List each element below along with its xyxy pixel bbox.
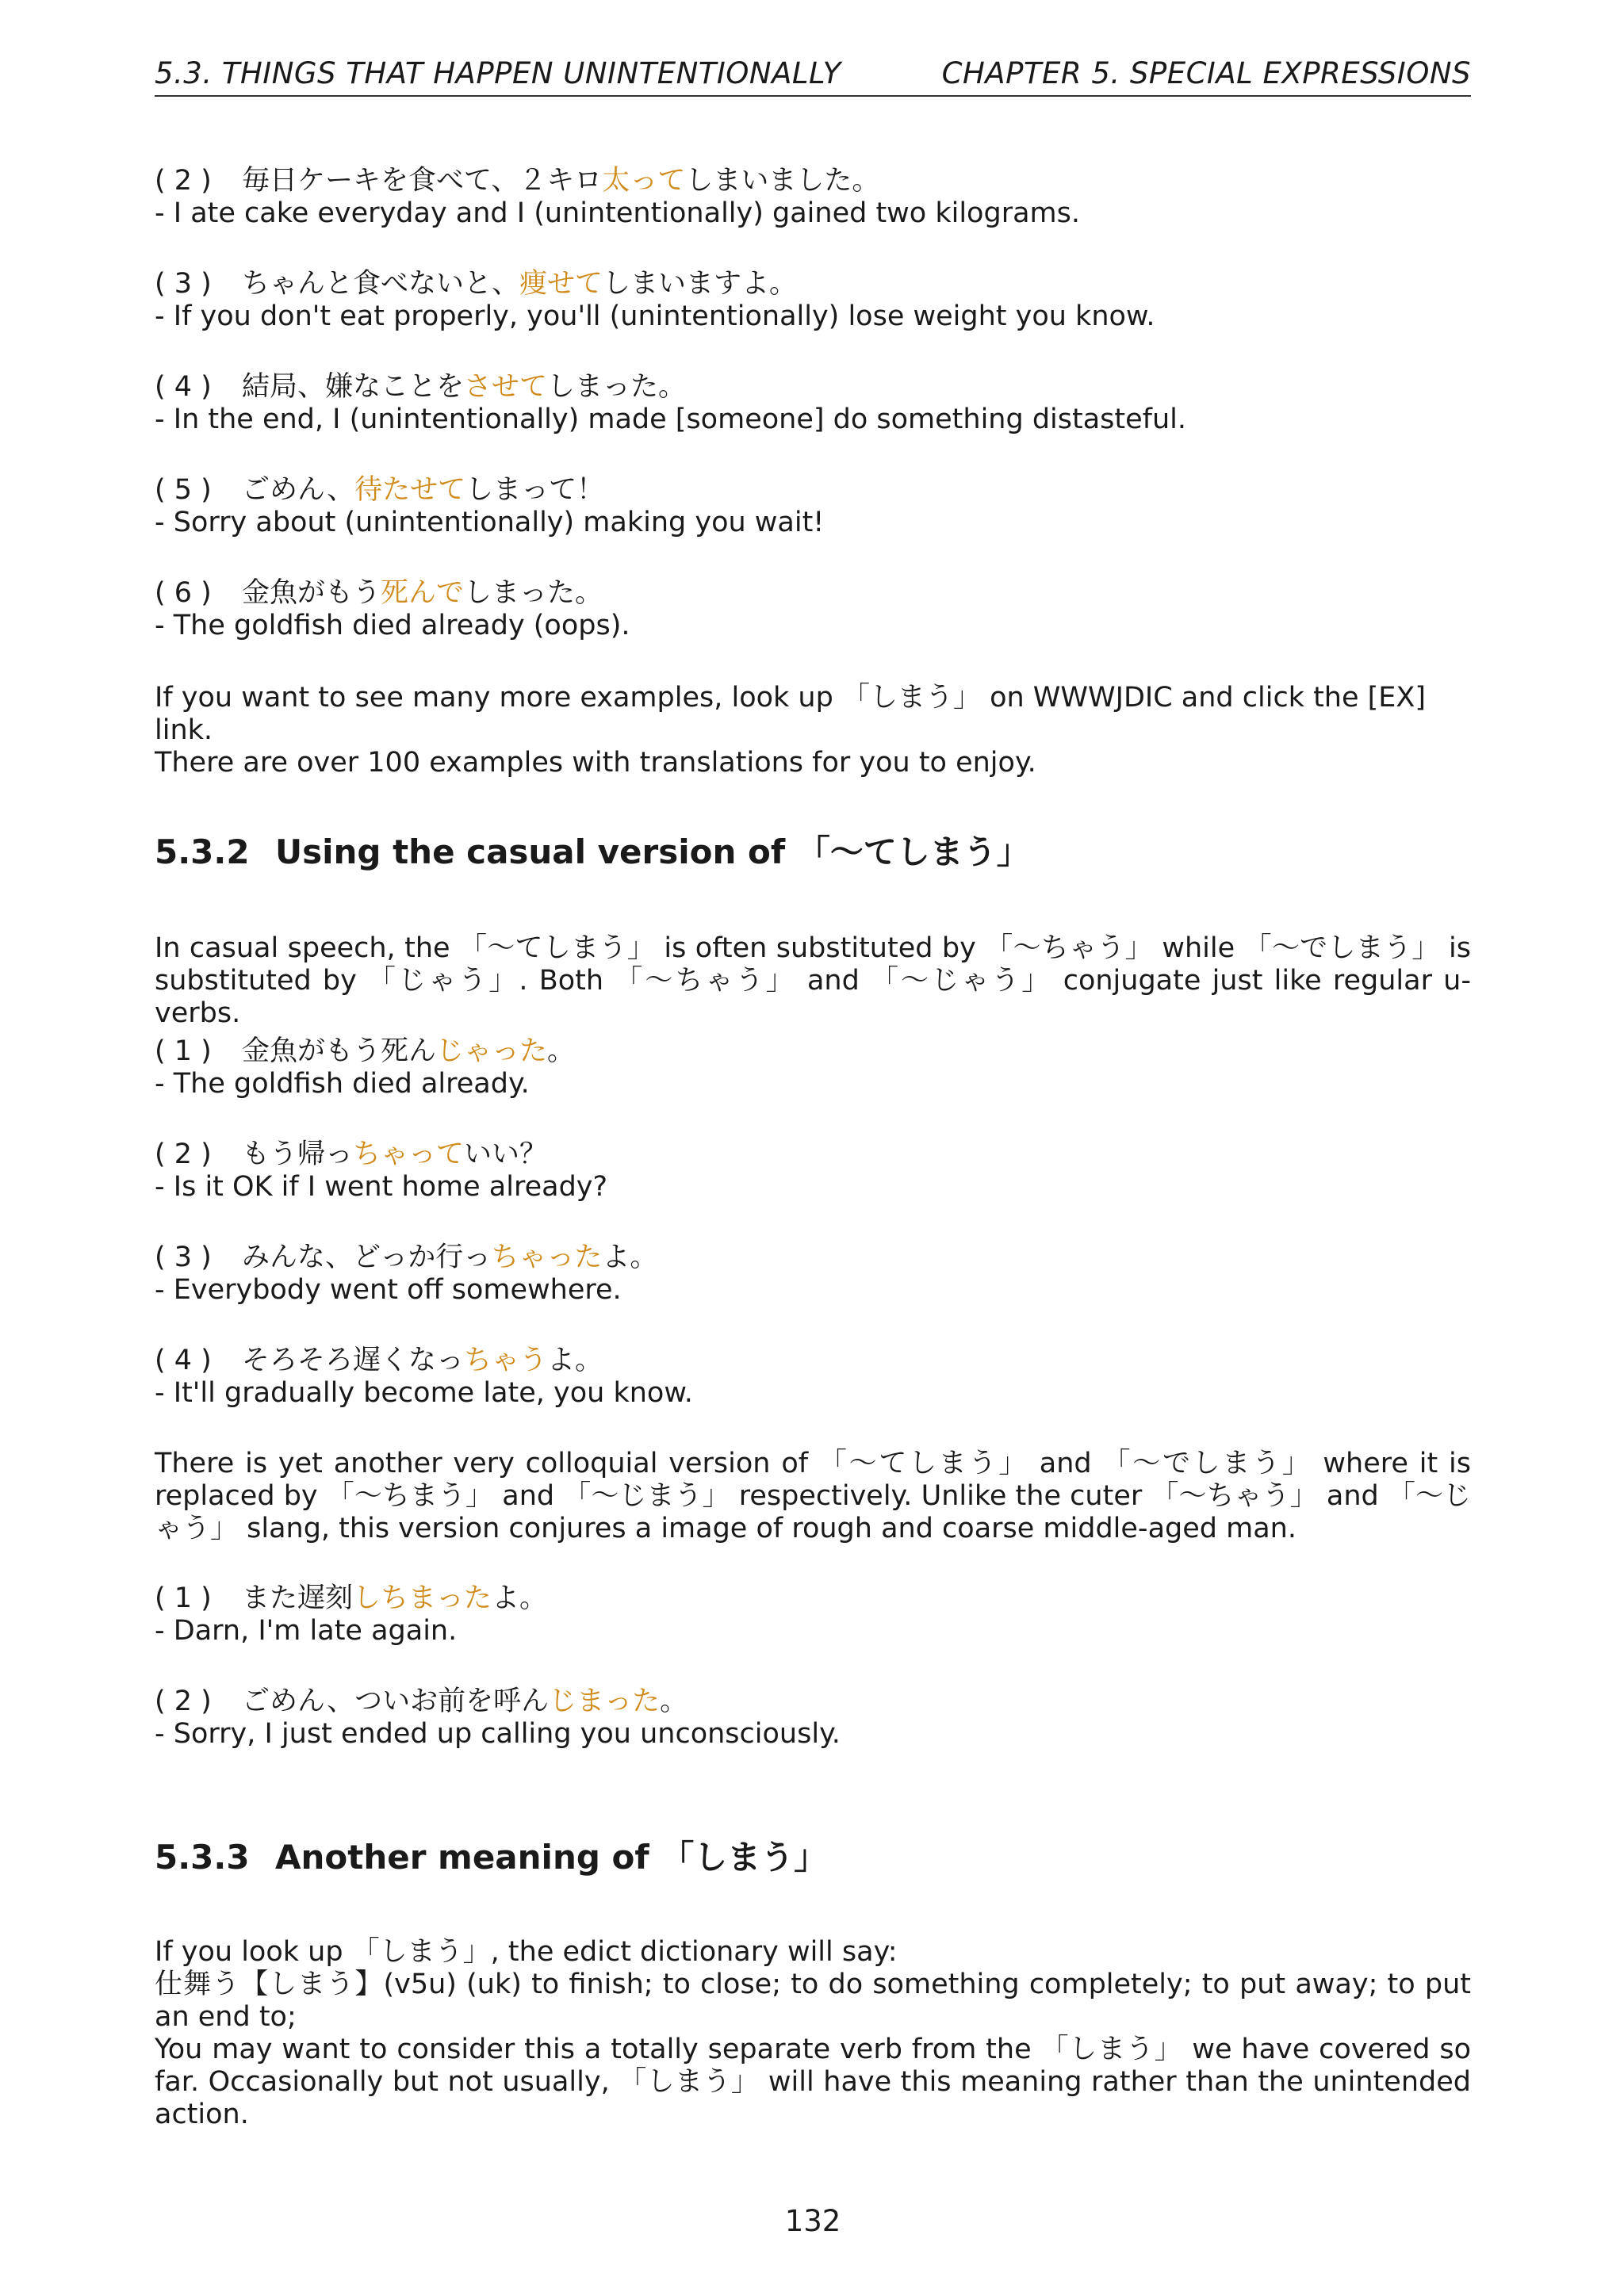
example-item: ( 1 ) 金魚がもう死んじゃった。 - The goldfish died already. [155, 1035, 1471, 1100]
example-translation: - It'll gradually become late, you know. [155, 1377, 693, 1409]
example-item: ( 4 ) 結局、嫌なことをさせてしまった。 - In the end, I (unintentionally) made [someone] do something distasteful. [155, 371, 1471, 436]
example-item: ( 2 ) もう帰っちゃっていい？ - Is it OK if I went home already? [155, 1138, 1471, 1203]
example-item: ( 6 ) 金魚がもう死んでしまった。 - The goldfish died already (oops). [155, 577, 1471, 642]
example-translation: - The goldfish died already. [155, 1068, 530, 1100]
section-heading: 5.3.3 Another meaning of 「しまう」 [155, 1838, 828, 1877]
example-item: ( 2 ) ごめん、ついお前を呼んじまった。 - Sorry, I just ended up calling you unconsciously. [155, 1686, 1471, 1751]
example-translation: - Is it OK if I went home already? [155, 1171, 608, 1203]
header-section-title: 5.3. THINGS THAT HAPPEN UNINTENTIONALLY [155, 56, 841, 90]
example-item: ( 3 ) ちゃんと食べないと、痩せてしまいますよ。 - If you don't eat properly, you'll (unintentionally) lose weight you know. [155, 268, 1471, 333]
example-translation: - Sorry, I just ended up calling you unconsciously. [155, 1718, 841, 1750]
running-header [155, 52, 1471, 97]
paragraph: If you look up 「しまう」, the edict dictionary will say: 仕舞う【しまう】(v5u) (uk) to finish; to close; to do something completely; to put away; to put an end to; You may want to consider this a totally separate verb from the 「しまう」 we have covered so far. Occasionally but not usually, 「しまう」 will have this meaning rather than the unintended action. [155, 1936, 1471, 2130]
example-item: ( 3 ) みんな、どっか行っちゃったよ。 - Everybody went off somewhere. [155, 1242, 1471, 1307]
example-translation: - Darn, I'm late again. [155, 1615, 458, 1647]
example-item: ( 2 ) 毎日ケーキを食べて、２キロ太ってしまいました。 - I ate cake everyday and I (unintentionally) gained two kilograms. [155, 165, 1471, 230]
section-heading: 5.3.2 Using the casual version of 「〜てしまう」 [155, 832, 1030, 871]
example-translation: - I ate cake everyday and I (unintentionally) gained two kilograms. [155, 197, 1080, 229]
example-item: ( 4 ) そろそろ遅くなっちゃうよ。 - It'll gradually become late, you know. [155, 1345, 1471, 1410]
example-item: ( 1 ) また遅刻しちまったよ。 - Darn, I'm late again. [155, 1582, 1471, 1647]
page-number: 132 [784, 2204, 841, 2238]
paragraph: There is yet another very colloquial version of 「〜てしまう」 and 「〜でしまう」 where it is replaced by 「〜ちまう」 and 「〜じまう」 respectively. Unlike the cuter 「〜ちゃう」 and 「〜じゃう」 slang, this version conjures a image of rough and coarse middle-aged man. [155, 1448, 1471, 1544]
header-chapter-title: CHAPTER 5. SPECIAL EXPRESSIONS [941, 56, 1471, 90]
example-item: ( 5 ) ごめん、待たせてしまって！ - Sorry about (unintentionally) making you wait! [155, 474, 1471, 539]
example-translation: - Everybody went off somewhere. [155, 1274, 622, 1306]
example-translation: - The goldfish died already (oops). [155, 610, 630, 641]
example-translation: - In the end, I (unintentionally) made [someone] do something distasteful. [155, 404, 1187, 435]
example-translation: - If you don't eat properly, you'll (unintentionally) lose weight you know. [155, 300, 1155, 332]
more-examples-paragraph: If you want to see many more examples, look up 「しまう」 on WWWJDIC and click the [EX] link. There are over 100 examples with translations for you to enjoy. [155, 682, 1427, 779]
paragraph: In casual speech, the 「〜てしまう」 is often substituted by 「〜ちゃう」 while 「〜でしまう」 is substituted by 「じゃう」. Both 「〜ちゃう」 and 「〜じゃう」 conjugate just like regular u-verbs. [155, 932, 1471, 1029]
example-translation: - Sorry about (unintentionally) making you wait! [155, 507, 825, 538]
